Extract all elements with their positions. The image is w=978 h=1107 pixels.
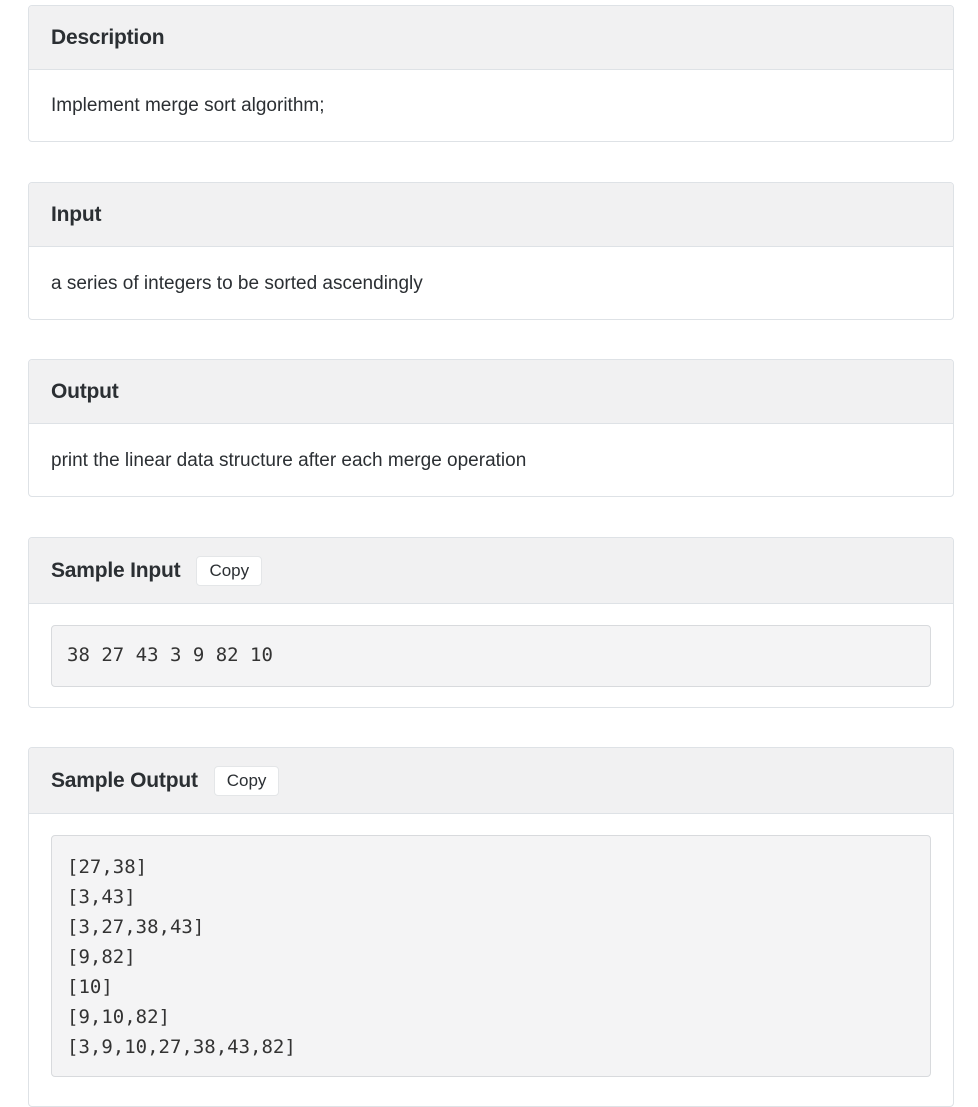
sample-input-body xyxy=(29,604,953,687)
input-header xyxy=(29,183,953,247)
sample-output-card xyxy=(28,747,954,1107)
input-body xyxy=(29,247,953,320)
output-card xyxy=(28,359,954,497)
sample-output-body xyxy=(29,814,953,1077)
output-text: print the linear data structure after each merge operation xyxy=(51,449,527,471)
description-card xyxy=(28,5,954,142)
input-card xyxy=(28,182,954,320)
sample-input-code xyxy=(51,625,931,687)
input-text: a series of integers to be sorted ascendingly xyxy=(51,272,423,294)
code-line: [9,10,82] xyxy=(67,1006,170,1028)
sample-output-title: Sample Output xyxy=(51,768,198,792)
sample-input-card xyxy=(28,537,954,708)
output-title: Output xyxy=(51,379,119,403)
sample-input-title: Sample Input xyxy=(51,558,181,582)
description-header xyxy=(29,6,953,70)
output-header xyxy=(29,360,953,424)
code-line: 38 27 43 3 9 82 10 xyxy=(67,644,273,666)
sample-output-copy-button[interactable]: Copy xyxy=(214,766,280,796)
code-line: [27,38] xyxy=(67,856,148,878)
code-line: [9,82] xyxy=(67,946,136,968)
sample-input-copy-button[interactable]: Copy xyxy=(196,556,262,586)
code-line: [3,27,38,43] xyxy=(67,916,205,938)
description-text: Implement merge sort algorithm; xyxy=(51,95,325,116)
sample-input-header xyxy=(29,538,953,604)
description-body xyxy=(29,70,953,142)
description-title: Description xyxy=(51,25,165,49)
code-line: [3,9,10,27,38,43,82] xyxy=(67,1036,296,1058)
code-line: [3,43] xyxy=(67,886,136,908)
code-line: [10] xyxy=(67,976,113,998)
sample-output-header xyxy=(29,748,953,814)
input-title: Input xyxy=(51,202,102,226)
output-body xyxy=(29,424,953,497)
sample-output-code xyxy=(51,835,931,1077)
